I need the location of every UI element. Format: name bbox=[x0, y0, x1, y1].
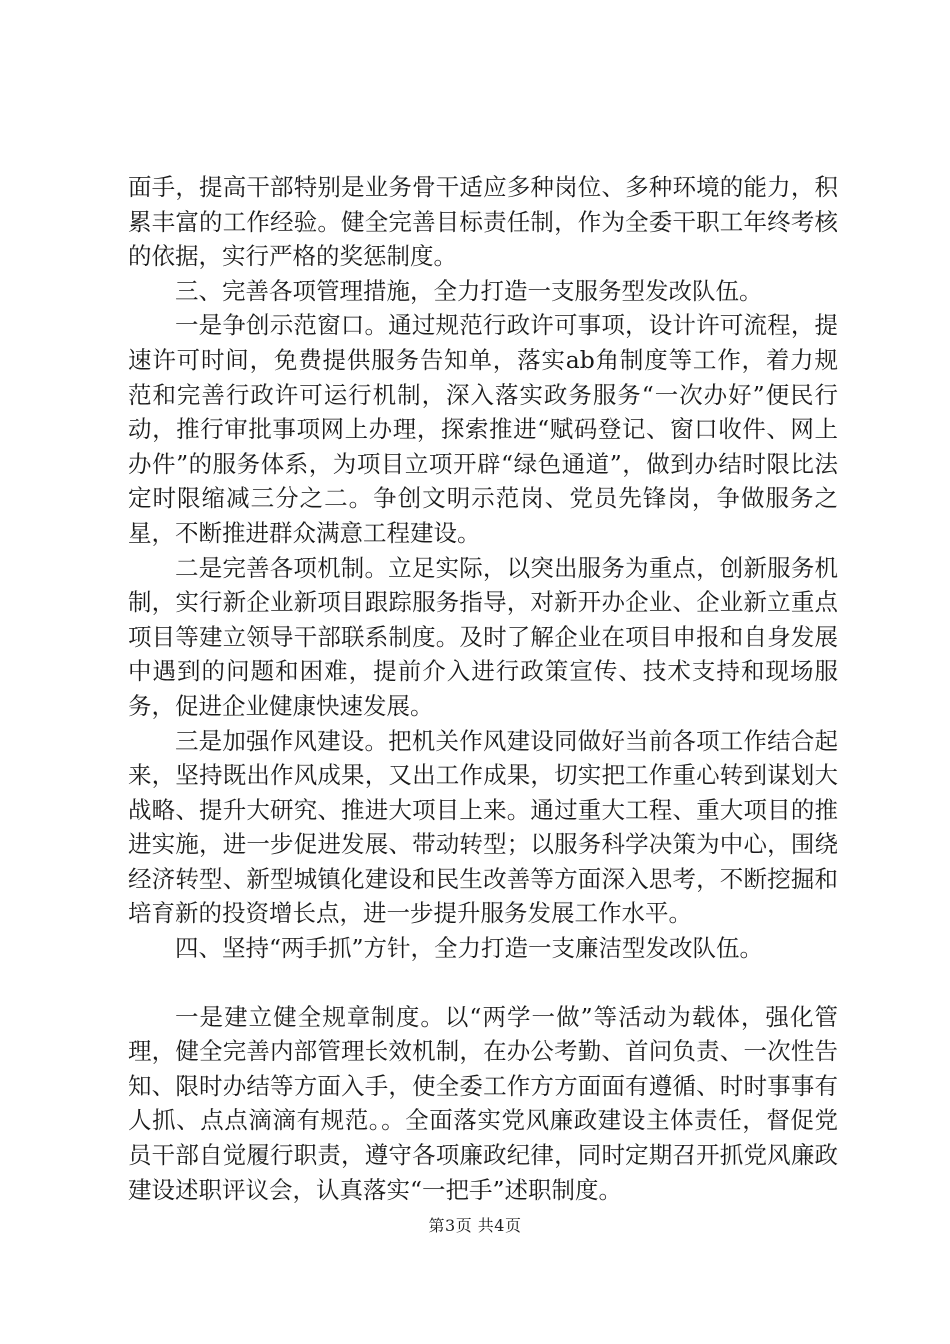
paragraph-work-style: 三是加强作风建设。把机关作风建设同做好当前各项工作结合起来，坚持既出作风成果，又出工作成果，切实把工作重心转到谋划大战略、提升大研究、推进大项目上来。通过重大工程、重大项目的推进实施，进一步促进发展、带动转型；以服务科学决策为中心，围绕经济转型、新型城镇化建设和民生改善等方面深入思考，不断挖掘和培育新的投资增长点，进一步提升服务发展工作水平。 bbox=[128, 726, 838, 928]
section-heading-three: 三、完善各项管理措施，全力打造一支服务型发改队伍。 bbox=[175, 276, 763, 305]
document-body bbox=[128, 170, 838, 1207]
paragraph-spacer bbox=[128, 966, 838, 1000]
paragraph-continuation: 面手，提高干部特别是业务骨干适应多种岗位、多种环境的能力，积累丰富的工作经验。健全完善目标责任制，作为全委干职工年终考核的依据，实行严格的奖惩制度。 bbox=[128, 173, 838, 271]
paragraph-demo-window: 一是争创示范窗口。通过规范行政许可事项，设计许可流程，提速许可时间，免费提供服务告知单，落实ab角制度等工作，着力规范和完善行政许可运行机制，深入落实政务服务“一次办好”便民行动，推行审批事项网上办理，探索推进“赋码登记、窗口收件、网上办件”的服务体系，为项目立项开辟“绿色通道”，做到办结时限比法定时限缩减三分之二。争创文明示范岗、党员先锋岗，争做服务之星，不断推进群众满意工程建设。 bbox=[128, 311, 838, 547]
paragraph-rules-system: 一是建立健全规章制度。以“两学一做”等活动为载体，强化管理，健全完善内部管理长效机制，在办公考勤、首问负责、一次性告知、限时办结等方面入手，使全委工作方方面面有遵循、时时事事有人抓、点点滴滴有规范。。全面落实党风廉政建设主体责任，督促党员干部自觉履行职责，遵守各项廉政纪律，同时定期召开抓党风廉政建设述职评议会，认真落实“一把手”述职制度。 bbox=[128, 1002, 838, 1204]
paragraph-mechanisms: 二是完善各项机制。立足实际，以突出服务为重点，创新服务机制，实行新企业新项目跟踪服务指导，对新开办企业、企业新立重点项目等建立领导干部联系制度。及时了解企业在项目申报和自身发展中遇到的问题和困难，提前介入进行政策宣传、技术支持和现场服务，促进企业健康快速发展。 bbox=[128, 553, 838, 720]
section-heading-four: 四、坚持“两手抓”方针，全力打造一支廉洁型发改队伍。 bbox=[175, 934, 764, 963]
page-footer: 第3页 共4页 bbox=[428, 1216, 522, 1235]
